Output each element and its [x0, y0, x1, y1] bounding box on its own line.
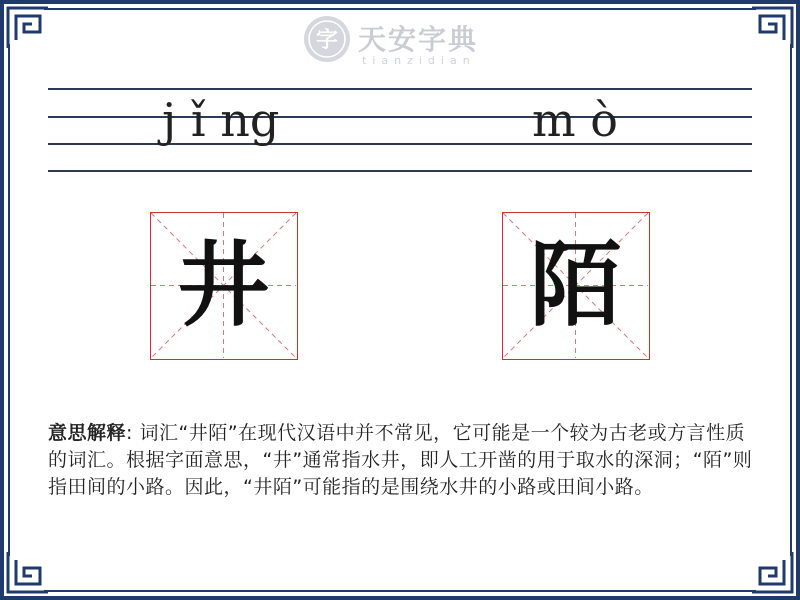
- pinyin-line-3: [48, 143, 752, 145]
- meaning-paragraph: [48, 420, 754, 501]
- pinyin-ruled-lines: [48, 88, 752, 174]
- character-grid-2: [502, 212, 650, 360]
- meaning-separator: :: [126, 422, 140, 444]
- pinyin-line-1: [48, 88, 752, 90]
- hanzi-char-2: 陌: [529, 231, 622, 339]
- pinyin-char-1: j ǐ ng: [162, 93, 280, 147]
- character-grid-1: [150, 212, 298, 360]
- logo-seal-icon: [302, 14, 352, 64]
- frame-inner-left: [8, 44, 10, 556]
- pinyin-char-2: m ò: [532, 93, 618, 147]
- frame-inner-top: [44, 8, 756, 10]
- corner-ornament-bottom-right: [750, 550, 794, 594]
- logo-subtitle: tianzidian: [362, 54, 476, 67]
- logo-name: 天安字典: [358, 23, 479, 56]
- corner-ornament-top-left: [6, 6, 50, 50]
- frame-top-line: [0, 0, 800, 4]
- site-logo: [302, 14, 502, 70]
- pinyin-line-2: [48, 116, 752, 118]
- hanzi-char-1: 井: [177, 231, 270, 339]
- frame-left-line: [0, 0, 4, 600]
- frame-bottom-line: [0, 596, 800, 600]
- corner-ornament-bottom-left: [6, 550, 50, 594]
- frame-inner-bottom: [44, 590, 756, 592]
- frame-right-line: [796, 0, 800, 600]
- meaning-label: 意思解释: [48, 422, 127, 444]
- frame-inner-right: [790, 44, 792, 556]
- meaning-text: 词汇“井陌”在现代汉语中并不常见，它可能是一个较为古老或方言性质的词汇。根据字面意思，“井”通常指水井，即人工开凿的用于取水的深洞；“陌”则指田间的小路。因此，“井陌”可能指的是围绕水井的小路或田间小路。: [48, 422, 753, 498]
- corner-ornament-top-right: [750, 6, 794, 50]
- logo-seal-text: 字: [315, 27, 339, 53]
- pinyin-line-4: [48, 170, 752, 172]
